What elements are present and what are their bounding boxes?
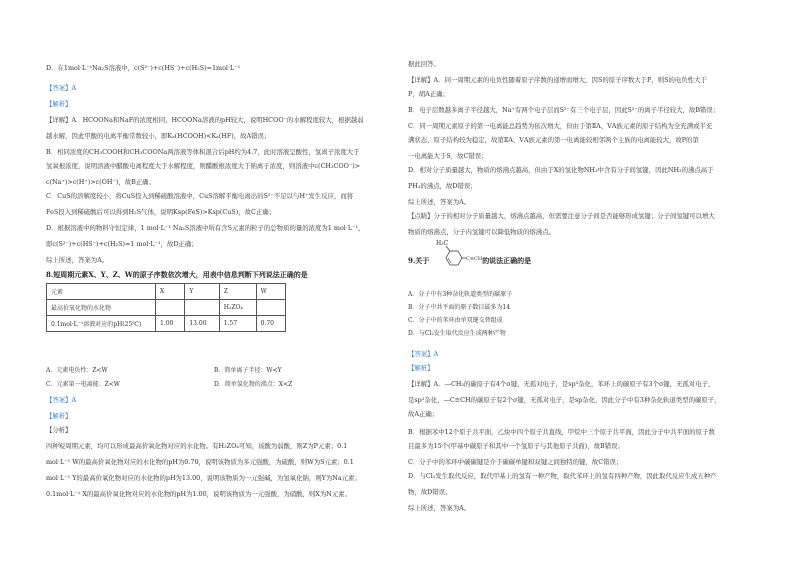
- text-line: PH₃的沸点，故D错误；: [408, 182, 477, 190]
- table-cell: [256, 300, 285, 316]
- answer-label: 【答案】A: [46, 84, 77, 92]
- text-line: 故A正确；: [408, 410, 439, 418]
- option-a: A．元素电负性：Z<W: [46, 367, 108, 374]
- text-line: B．根据苯中12个原子共平面，乙炔中四个原子共直线，甲烷中三个原子共平面，因此分子中共平面的原子数: [408, 428, 715, 436]
- text-line: 综上所述，答案为A。: [408, 504, 471, 512]
- text-line: 综上所述，答案为A。: [46, 256, 109, 264]
- text-line: D．相对分子质量越大，物质的熔沸点越高，但由于X的氢化物NH₃中含有分子间氢键，因此NH₃的沸点高于: [408, 166, 714, 174]
- table-cell: [185, 300, 219, 316]
- table-cell: [156, 300, 185, 316]
- text-line: 【分析】: [46, 426, 72, 434]
- structure-diagram: [436, 236, 486, 278]
- text-line: 【点睛】分子的相对分子质量越大，熔沸点越高，但需要注意分子间是否能够形成氢键；分子间氢键可以增大: [408, 212, 715, 220]
- q9-prefix: 9.关于: [408, 256, 430, 265]
- table-header-row: [47, 284, 286, 300]
- text-line: 越水解，因此甲酸的电离平衡常数较小，即Kₐ(HCOOH)<Kₐ(HF)，故A错误；: [46, 132, 271, 140]
- table-cell: 1.57: [219, 316, 256, 332]
- text-line: 是sp²杂化，—C≡CH的碳原子有2个σ键，无孤对电子，是sp杂化，因此分子中有3种杂化轨道类型的碳原子，: [408, 396, 721, 404]
- table-cell: 最高价氧化物的水化物: [47, 300, 156, 316]
- table-cell: H₃ZO₄: [219, 300, 256, 316]
- answer-label: 【解析】: [408, 364, 434, 372]
- answer-label: 【解析】: [46, 100, 72, 108]
- text-line: 氢氧根浓度，说明溶液中醋酸电离程度大于水解程度，则醋酸根浓度大于钠离子浓度，则溶液中c(CH₃COO⁻)>: [46, 162, 361, 170]
- text-line: 物质的熔沸点，分子内氢键可以降低物质的熔沸点。: [408, 228, 555, 236]
- text-line: 目最多为15个(甲基中碳原子和其中一个氢原子与其他原子共面)，故B错误；: [408, 442, 624, 450]
- text-line: 【详解】A．—CH₃的碳原子有4个σ键，无孤对电子，是sp³杂化，苯环上的碳原子有3个σ键，无孤对电子，: [408, 380, 715, 388]
- text-line: D．与Cl₂发生取代反应，取代甲基上的氢有一种产物，取代苯环上的氢有四种产物，因此取代反应生成五种产: [408, 472, 717, 480]
- text-line: FeS投入到稀硫酸后可以得到H₂S气体，说明Ksp(FeS)>Ksp(CuS)，故C正确；: [46, 208, 276, 216]
- text-line: B．电子层数越多离子半径越大，Na⁺有两个电子层而S²⁻有三个电子层，因此S²⁻的离子半径较大，故B错误；: [408, 106, 720, 114]
- text-line: 即c(S²⁻)+c(HS⁻)+c(H₂S)=1 mol·L⁻¹，故D正确；: [46, 240, 198, 248]
- q9-option-c: C．分子中的苯环由单双键交替组成: [408, 317, 503, 324]
- option-c: C．元素第一电离能：Z<W: [46, 381, 120, 388]
- text-line: D．在1mol·L⁻¹Na₂S溶液中，c(S²⁻)+c(HS⁻)+c(H₂S)=1mol·L⁻¹: [46, 64, 241, 72]
- table-cell: 0.70: [256, 316, 285, 332]
- text-line: 综上所述，答案为A。: [408, 198, 471, 206]
- ch3-label: H₃C: [436, 240, 449, 247]
- table-cell: X: [156, 284, 185, 300]
- q9-suffix: 的说法正确的是: [482, 256, 532, 265]
- table-cell: W: [256, 284, 285, 300]
- q9-option-b: B．分子中共平面的原子数目最多为14: [408, 304, 511, 311]
- text-line: 四种短周期元素，均可以形成最高价氧化物对应的水化物。有H₃ZO₄可知，该酸为弱酸，则Z为P元素；0.1: [46, 442, 348, 450]
- text-line: 一电离能大于S，故C错误；: [408, 152, 488, 160]
- text-line: mol·L⁻¹ Y的最高价氧化物对应的水化物的pH为13.00，说明该物质为一元强碱，为氢氧化钠，则Y为Na元素；: [46, 474, 361, 482]
- text-line: 满状态，原子结构较为稳定，故第ⅡA、ⅤA族元素的第一电离能较相邻两个主族的电离能较大，故P的第: [408, 136, 699, 144]
- table-cell: 0.1mol·L⁻¹溶液对应的pH(25℃): [47, 316, 156, 332]
- option-d: D．简单氢化物的沸点：X<Z: [214, 381, 293, 388]
- option-b: B．简单离子半径：W<Y: [214, 367, 282, 374]
- table-row: [47, 316, 286, 332]
- table-cell: 1.00: [156, 316, 185, 332]
- q9-option-d: D．与Cl₂发生取代反应生成两种产物: [408, 330, 506, 337]
- text-line: C．同一周期元素原子的第一电离能总趋势为依次增大，但由于第ⅡA、ⅤA族元素的原子结构为全充满或半充: [408, 122, 713, 130]
- text-line: C．CuS的溶解度较小，将CuS投入到稀硫酸溶液中，CuS溶解平衡电离出的S²⁻不足以与H⁺发生反应，而将: [46, 192, 354, 200]
- table-cell: Z: [219, 284, 256, 300]
- question-stem: 8.短周期元素X、Y、Z、W的原子序数依次增大，用表中信息判断下列说法正确的是: [46, 270, 308, 279]
- table-cell: Y: [185, 284, 219, 300]
- text-line: 【详解】A．同一周期元素的电负性随着原子序数的递增而增大，因S的原子序数大于P，则S的电负性大于: [408, 76, 707, 84]
- text-line: 物，故D错误。: [408, 488, 452, 496]
- q9-option-a: A．分子中有3种杂化轨道类型的碳原子: [408, 291, 513, 298]
- cch-label: C≡CH: [466, 256, 483, 262]
- text-line: 【详解】A．HCOONa和NaF的浓度相同，HCOONa溶液的pH较大，说明HCOO⁻的水解程度较大，根据越弱: [46, 116, 364, 124]
- text-line: P，胡A正确；: [408, 90, 449, 98]
- text-line: C．分子中的苯环中碳碳键是介于碳碳单键和双键之间独特的键，故C错误；: [408, 458, 623, 466]
- text-line: 据此回答。: [408, 60, 440, 68]
- text-line: B．相同浓度的CH₃COOH和CH₃COONa两溶液等体积混合后pH约为4.7，此时溶液呈酸性，氢离子浓度大于: [46, 148, 360, 156]
- table-cell: 元素: [47, 284, 156, 300]
- answer-label: 【答案】A: [46, 396, 77, 404]
- text-line: mol·L⁻¹ W的最高价氧化物对应的水化物的pH为0.70，说明该物质为多元强酸，为硫酸，则W为S元素；0.1: [46, 458, 354, 466]
- text-line: 0.1mol·L⁻¹ X的最高价氧化物对应的水化物的pH为1.00，说明该物质为一元强酸，为硝酸，则X为N元素。: [46, 490, 352, 498]
- table-row: [47, 300, 286, 316]
- answer-label: 【答案】A: [408, 350, 439, 358]
- text-line: c(Na⁺)>c(H⁺)>c(OH⁻)，故B正确；: [46, 178, 155, 186]
- element-data-table: [46, 283, 286, 332]
- answer-label: 【解析】: [46, 412, 72, 420]
- benzene-ring: [446, 251, 462, 265]
- text-line: D．根据溶液中的物料守恒定律，1 mol·L⁻¹ Na₂S溶液中所有含S元素的粒子的总物质的量的浓度为1 mol·L⁻¹，: [46, 224, 365, 232]
- table-cell: 13.00: [185, 316, 219, 332]
